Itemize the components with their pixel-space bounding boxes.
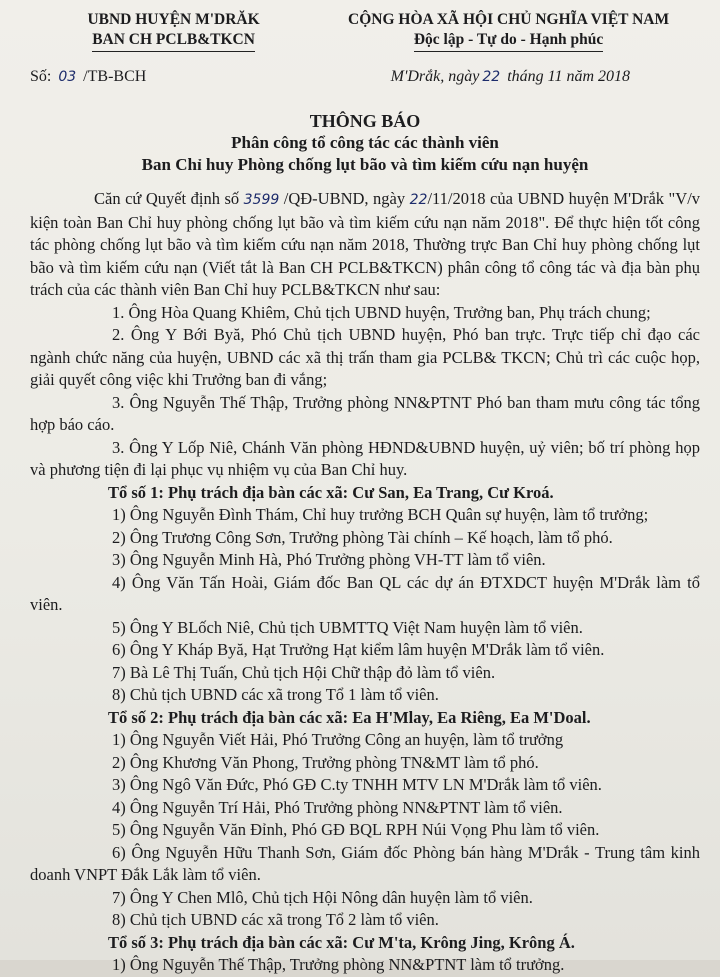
intro-paragraph: Căn cứ Quyết định số 3599 /QĐ-UBND, ngày 22/11/2018 của UBND huyện M'Drắk "V/v kiện toàn Ban Chỉ huy phòng chống lụt bão và tìm kiếm cứu nạn năm 2018". Để thực hiện tốt công tác phòng chống lụt bão và tìm kiếm cứu nạn năm 2018, Thường trực Ban Chỉ huy phòng chống lụt bão và tìm kiếm cứu nạn (Viết tắt là Ban CH PCLB&TKCN) phân công tổ công tác và địa bàn phụ trách của các thành viên Ban Chỉ huy PCLB&TKCN như sau: [30,189,701,299]
group-member: 2) Ông Trương Công Sơn, Trưởng phòng Tài chính – Kế hoạch, làm tổ phó. [112,527,613,547]
number-label: Số: [30,68,52,85]
group-member: 4) Ông Văn Tấn Hoài, Giám đốc Ban QL các dự án ĐTXDCT huyện M'Drắk làm tổ viên. [30,572,700,614]
group-member: 6) Ông Nguyễn Hữu Thanh Sơn, Giám đốc Phòng bán hàng M'Drắk - Trung tâm kinh doanh VNPT Đắk Lắk làm tổ viên. [30,842,700,884]
group-3-heading: Tổ số 3: Phụ trách địa bàn các xã: Cư M'ta, Krông Jing, Krông Á. [108,932,575,952]
place-date [391,66,700,88]
handwritten-decision-number: 3599 [243,192,280,208]
org-unit: BAN CH PCLB&TKCN [92,30,255,52]
group-member: 1) Ông Nguyễn Đình Thám, Chỉ huy trưởng BCH Quân sự huyện, làm tổ trưởng; [112,505,649,524]
title-subject-1: Phân công tổ công tác các thành viên [231,133,499,152]
document-number [30,66,146,88]
group-member: 5) Ông Nguyễn Văn Đỉnh, Phó GĐ BQL RPH Núi Vọng Phu làm tổ viên. [112,820,600,839]
group-member: 7) Ông Y Chen Mlô, Chủ tịch Hội Nông dân huyện làm tổ viên. [112,887,533,907]
group-member: 3) Ông Nguyễn Minh Hà, Phó Trưởng phòng VH-TT làm tổ viên. [112,550,546,569]
group-member: 2) Ông Khương Văn Phong, Trưởng phòng TN&MT làm tổ phó. [112,752,539,772]
group-2-heading: Tổ số 2: Phụ trách địa bàn các xã: Ea H'Mlay, Ea Riêng, Ea M'Doal. [108,707,591,727]
group-member: 3) Ông Ngô Văn Đức, Phó GĐ C.ty TNHH MTV LN M'Drắk làm tổ viên. [112,775,602,794]
group-member: 6) Ông Y Kháp Byă, Hạt Trưởng Hạt kiểm lâm huyện M'Drắk làm tổ viên. [112,640,605,659]
group-member: 1) Ông Nguyễn Viết Hải, Phó Trưởng Công an huyện, làm tổ trưởng [112,730,564,749]
document-title [30,110,700,176]
leader-item: 1. Ông Hòa Quang Khiêm, Chủ tịch UBND huyện, Trưởng ban, Phụ trách chung; [112,302,651,322]
handwritten-number: 03 [58,69,77,85]
title-subject-2: Ban Chỉ huy Phòng chống lụt bão và tìm kiếm cứu nạn huyện [141,155,589,174]
group-member: 1) Ông Nguyễn Thế Thập, Trưởng phòng NN&PTNT làm tổ trưởng. [112,955,565,974]
group-member: 4) Ông Nguyễn Trí Hải, Phó Trưởng phòng NN&PTNT làm tổ viên. [112,797,563,817]
reference-line [30,66,700,88]
place-suffix: tháng 11 năm 2018 [507,68,630,85]
group-1-heading: Tổ số 1: Phụ trách địa bàn các xã: Cư San, Ea Trang, Cư Kroá. [108,482,554,502]
document-body [30,188,700,977]
place-prefix: M'Drắk, ngày [390,68,480,85]
group-member: 5) Ông Y BLốch Niê, Chủ tịch UBMTTQ Việt Nam huyện làm tổ viên. [112,617,583,637]
leader-item: 2. Ông Y Bới Byă, Phó Chủ tịch UBND huyện, Phó ban trực. Trực tiếp chỉ đạo các ngành chức năng của huyện, UBND các xã thị trấn tham gia PCLB& TKCN; Chủ trì các cuộc họp, giải quyết công việc khi Trưởng ban đi vắng; [30,325,700,389]
group-member: 7) Bà Lê Thị Tuấn, Chủ tịch Hội Chữ thập đỏ làm tổ viên. [112,662,496,682]
issuing-org [30,10,317,52]
leader-item: 3. Ông Y Lốp Niê, Chánh Văn phòng HĐND&UBND huyện, uỷ viên; bố trí phòng họp và phương tiện đi lại phục vụ nhiệm vụ của Ban Chỉ huy. [30,437,700,479]
number-code: /TB-BCH [83,68,147,85]
national-motto [317,10,700,52]
group-member: 8) Chủ tịch UBND các xã trong Tổ 2 làm tổ viên. [112,910,439,929]
handwritten-day: 22 [482,69,501,85]
org-name: UBND HUYỆN M'DRĂK [87,11,260,28]
leader-item: 3. Ông Nguyễn Thế Thập, Trưởng phòng NN&PTNT Phó ban tham mưu công tác tổng hợp báo cáo. [30,392,700,434]
handwritten-decision-day: 22 [409,192,428,208]
group-member: 8) Chủ tịch UBND các xã trong Tổ 1 làm tổ viên. [112,685,439,704]
motto: Độc lập - Tự do - Hạnh phúc [414,30,603,52]
nation-name: CỘNG HÒA XÃ HỘI CHỦ NGHĨA VIỆT NAM [348,11,670,28]
title-main: THÔNG BÁO [309,111,421,131]
document-header [30,10,700,52]
